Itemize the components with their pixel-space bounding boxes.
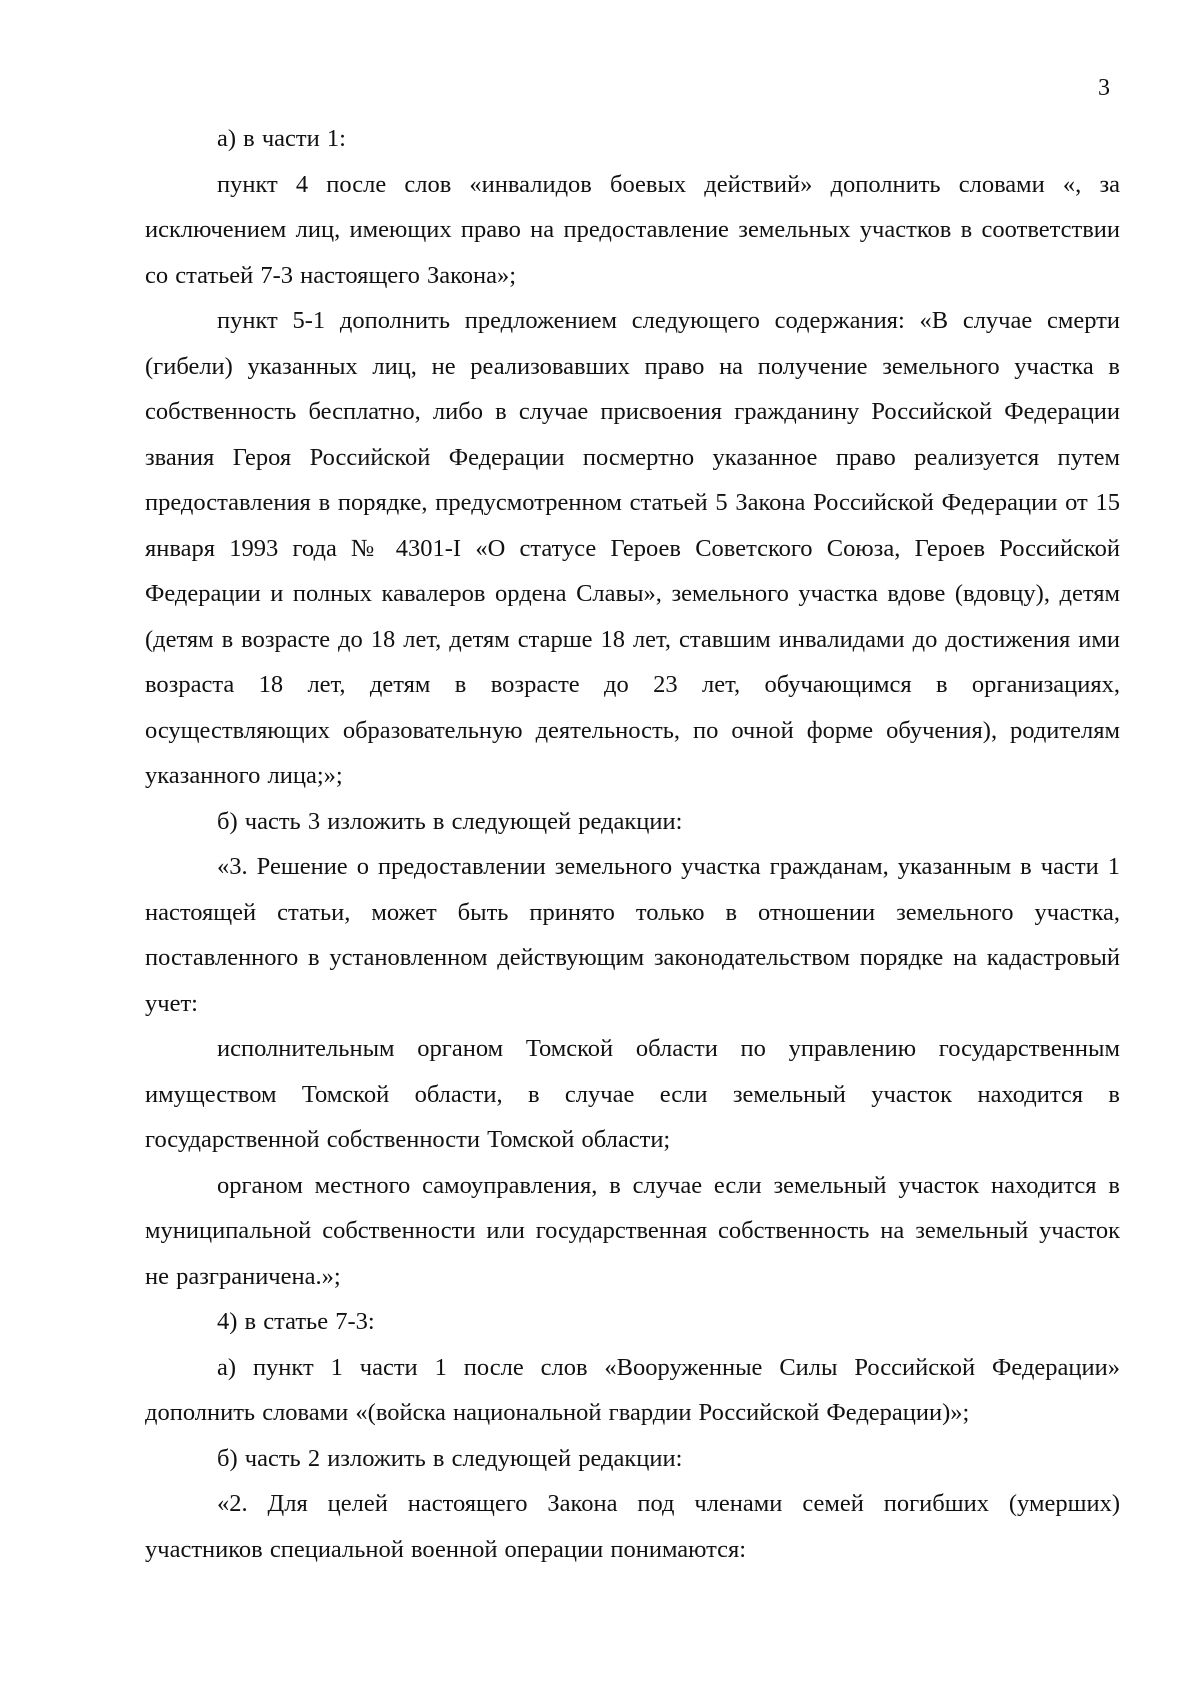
paragraph-2: пункт 4 после слов «инвалидов боевых действий» дополнить словами «, за исключением лиц, имеющих право на предоставление земельных участков в соответствии со статьей 7-3 настоящего Закона»; bbox=[145, 170, 1120, 289]
paragraph-1: а) в части 1: bbox=[217, 125, 346, 152]
paragraph-9: а) пункт 1 части 1 после слов «Вооруженные Силы Российской Федерации» дополнить словами «(войска национальной гвардии Российской Федерации)»; bbox=[145, 1353, 1120, 1426]
paragraph-7: органом местного самоуправления, в случае если земельный участок находится в муниципальной собственности или государственная собственность на земельный участок не разграничена.»; bbox=[145, 1171, 1120, 1290]
paragraph-10: б) часть 2 изложить в следующей редакции: bbox=[217, 1444, 683, 1472]
paragraph-8: 4) в статье 7-3: bbox=[217, 1308, 375, 1335]
paragraph-3: пункт 5-1 дополнить предложением следующего содержания: «В случае смерти (гибели) указанных лиц, не реализовавших право на получение земельного участка в собственность бесплатно, либо в случае присвоения гражданину Российской Федерации звания Героя Российской Федерации посмертно указанное право реализуется путем предоставления в порядке, предусмотренном статьей 5 Закона Российской Федерации от 15 января 1993 года № 4301-I «О статусе Героев Советского Союза, Героев Российской Федерации и полных кавалеров ордена Славы», земельного участка вдове (вдовцу), детям (детям в возрасте до 18 лет, детям старше 18 лет, ставшим инвалидами до достижения ими возраста 18 лет, детям в возрасте до 23 лет, обучающимся в организациях, осуществляющих образовательную деятельность, по очной форме обучения), родителям указанного лица;»; bbox=[145, 307, 1120, 789]
paragraph-5: «3. Решение о предоставлении земельного участка гражданам, указанным в части 1 настоящей статьи, может быть принято только в отношении земельного участка, поставленного в установленном действующим законодательством порядке на кадастровый учет: bbox=[145, 853, 1120, 1017]
paragraph-4: б) часть 3 изложить в следующей редакции: bbox=[217, 807, 683, 835]
document-body bbox=[145, 116, 1120, 1572]
paragraph-11: «2. Для целей настоящего Закона под членами семей погибших (умерших) участников специальной военной операции понимаются: bbox=[145, 1490, 1120, 1563]
page-number: 3 bbox=[1098, 75, 1110, 101]
paragraph-6: исполнительным органом Томской области по управлению государственным имуществом Томской области, в случае если земельный участок находится в государственной собственности Томской области; bbox=[145, 1035, 1120, 1153]
